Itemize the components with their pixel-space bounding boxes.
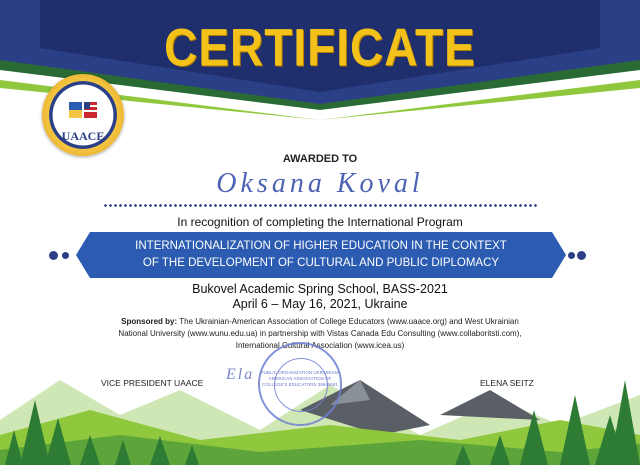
program-dates: April 6 – May 16, 2021, Ukraine <box>232 297 408 311</box>
stamp-text: PUBLIC ORGANIZATION UKRAINIAN-AMERICAN ASSOCIATION OF COLLEGE'S EDUCATORS 39645691 <box>260 370 340 387</box>
dotted-divider <box>103 204 538 207</box>
right-signatory: ELENA SEITZ <box>480 378 534 388</box>
uaace-logo <box>42 74 124 156</box>
logo-label: UAACE <box>61 129 105 143</box>
sponsor-line-1: The Ukrainian-American Association of College Educators (www.uaace.org) and West Ukrainian <box>179 317 519 326</box>
left-signatory: VICE PRESIDENT UAACE <box>101 378 204 388</box>
right-dot <box>577 251 586 260</box>
left-dot-small <box>62 252 69 259</box>
recognition-text: In recognition of completing the International Program <box>177 215 463 229</box>
flag-book-icon <box>67 96 99 124</box>
program-ribbon <box>90 232 552 278</box>
sponsor-line-2: National University (www.wunu.edu.ua) in partnership with Vistas Canada Edu Consulting (www.collaboritsti.com), <box>118 329 522 338</box>
right-dot-small <box>568 252 575 259</box>
signature: Ela <box>226 366 255 383</box>
program-line-2: OF THE DEVELOPMENT OF CULTURAL AND PUBLIC DIPLOMACY <box>142 257 500 269</box>
official-stamp <box>258 342 342 426</box>
recipient-name: Oksana Koval <box>216 168 424 199</box>
program-line-1: INTERNATIONALIZATION OF HIGHER EDUCATION IN THE CONTEXT <box>135 240 507 252</box>
sponsor-label: Sponsored by: <box>121 317 178 326</box>
awarded-label: AWARDED TO <box>282 153 358 165</box>
program-title <box>90 238 552 272</box>
sponsor-line-3: International Cultural Association (www.icea.us) <box>235 341 405 350</box>
certificate-title: CERTIFICATE <box>164 17 476 77</box>
school-name: Bukovel Academic Spring School, BASS-2021 <box>192 282 448 296</box>
left-dot <box>49 251 58 260</box>
